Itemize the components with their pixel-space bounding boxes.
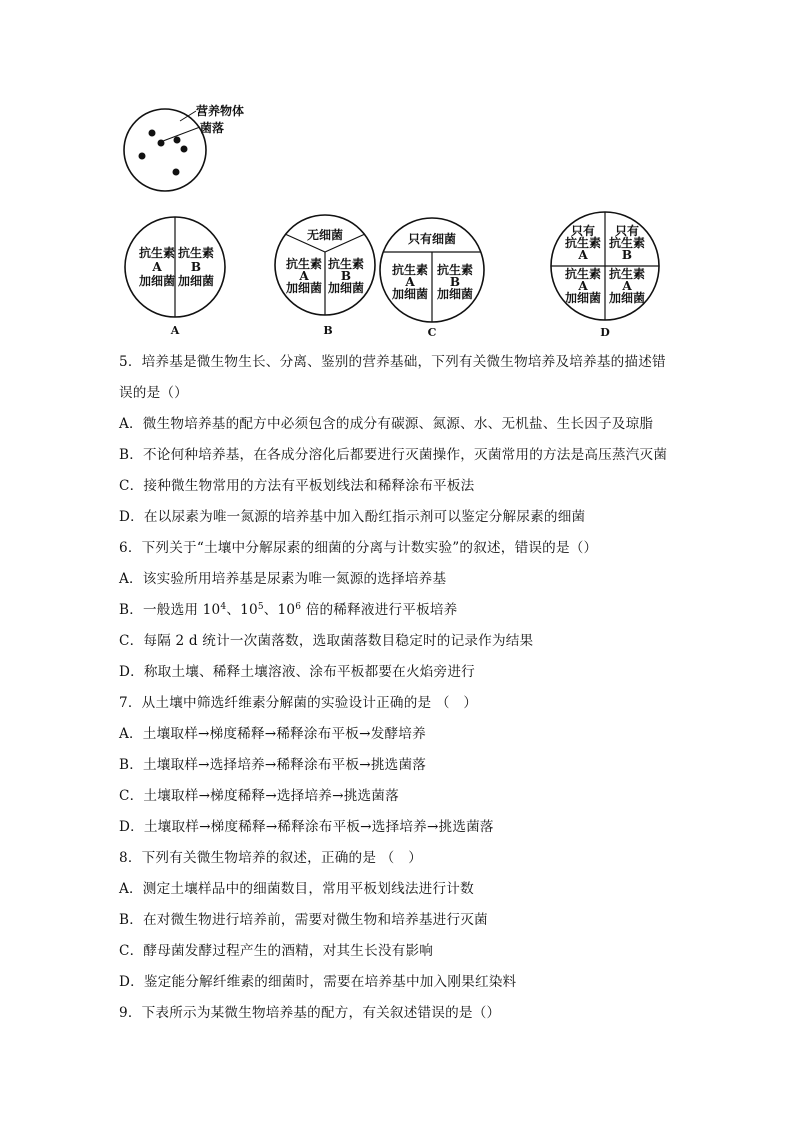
q7-stem: 7．从土壤中筛选纤维素分解菌的实验设计正确的是 （ ） (119, 695, 478, 711)
plate-c-left-line3: 加细菌 (391, 287, 429, 301)
plate-c-right-line1: 抗生素 (436, 263, 474, 277)
plate-d-tl-line1: 只有 (570, 224, 596, 238)
q6-b-separator-1: 、10 (226, 602, 258, 618)
legend-nutrient-label: 营养物体 (196, 104, 245, 118)
plate-a-left-line1: 抗生素 (138, 246, 176, 260)
q5-option-c: C．接种微生物常用的方法有平板划线法和稀释涂布平板法 (119, 478, 475, 494)
q8-option-b: B．在对微生物进行培养前，需要对微生物和培养基进行灭菌 (119, 912, 488, 928)
q9-stem: 9．下表所示为某微生物培养基的配方，有关叙述错误的是（） (119, 1005, 501, 1021)
q8-option-c: C．酵母菌发酵过程产生的酒精，对其生长没有影响 (119, 943, 434, 959)
q6-option-b (119, 601, 457, 619)
plate-d-tl-line3: A (578, 248, 588, 262)
q6-b-exponent-3: 6 (295, 602, 302, 612)
q8-option-d: D．鉴定能分解纤维素的细菌时，需要在培养基中加入刚果红染料 (119, 974, 517, 990)
q7-option-a: A．土壤取样→梯度稀释→稀释涂布平板→发酵培养 (119, 726, 426, 742)
plate-b (275, 215, 375, 337)
q6-option-a: A．该实验所用培养基是尿素为唯一氮源的选择培养基 (119, 571, 447, 587)
plate-d-bl-line3: 加细菌 (564, 291, 602, 305)
plate-c-right-line2: B (449, 275, 461, 289)
q6-b-exponent-2: 5 (257, 602, 264, 612)
q6-b-suffix: 倍的稀释液进行平板培养 (301, 602, 458, 618)
plate-a-right-line1: 抗生素 (177, 246, 215, 260)
q5-option-d: D．在以尿素为唯一氮源的培养基中加入酚红指示剂可以鉴定分解尿素的细菌 (119, 509, 586, 525)
q7-option-b: B．土壤取样→选择培养→稀释涂布平板→挑选菌落 (119, 757, 427, 773)
q6-b-separator-2: 、10 (263, 602, 296, 618)
plate-c-left-line2: A (405, 275, 415, 289)
legend-colony-label: 菌落 (200, 121, 225, 135)
q5-option-a: A．微生物培养基的配方中必须包含的成分有碳源、氮源、水、无机盐、生长因子及琼脂 (119, 416, 654, 432)
plate-c-left-line1: 抗生素 (391, 263, 429, 277)
plate-d (551, 212, 659, 339)
q6-b-exponent-1: 4 (220, 602, 227, 612)
colony-dot (174, 137, 181, 144)
q6-stem: 6．下列关于“土壤中分解尿素的细菌的分离与计数实验”的叙述，错误的是（） (119, 540, 598, 556)
plate-a-left-line2: A (152, 260, 162, 274)
plate-c (380, 218, 484, 339)
plate-d-br-line3: 加细菌 (608, 291, 646, 305)
plate-b-left-line2: A (299, 269, 309, 283)
q8-stem: 8．下列有关微生物培养的叙述，正确的是 （ ） (119, 850, 423, 866)
plate-d-tr-line1: 只有 (614, 224, 640, 238)
plate-c-caption: C (427, 326, 437, 339)
plate-d-bl-line1: 抗生素 (564, 267, 602, 281)
colony-dot (149, 130, 156, 137)
colony-dot (181, 146, 188, 153)
q6-b-prefix: B．一般选用 10 (119, 602, 221, 618)
legend-dish (124, 103, 244, 191)
plate-d-bl-line2: A (578, 279, 588, 293)
plate-d-br-line1: 抗生素 (608, 267, 646, 281)
q7-option-c: C．土壤取样→梯度稀释→选择培养→挑选菌落 (119, 788, 399, 804)
plate-c-right-line3: 加细菌 (436, 287, 474, 301)
plate-c-top-label: 只有细菌 (407, 232, 457, 246)
plate-d-tr-line3: B (621, 248, 633, 262)
q7-option-d: D．土壤取样→梯度稀释→稀释涂布平板→选择培养→挑选菌落 (119, 819, 494, 835)
q6-option-c: C．每隔 2 d 统计一次菌落数，选取菌落数目稳定时的记录作为结果 (119, 633, 534, 649)
plate-b-right-line3: 加细菌 (327, 281, 365, 295)
colony-pointer (163, 127, 200, 141)
colony-dot (139, 153, 146, 160)
q5-stem-line2: 误的是（） (119, 385, 188, 401)
petri-dish-figure (0, 0, 794, 345)
plate-a-caption: A (170, 324, 180, 337)
plate-d-tl-line2: 抗生素 (564, 236, 602, 250)
plate-b-caption: B (323, 324, 333, 337)
plate-a-left-line3: 加细菌 (138, 274, 176, 288)
legend-dish-outline (124, 109, 206, 191)
plate-a (125, 217, 225, 337)
plate-d-caption: D (600, 326, 610, 339)
plate-d-tr-line2: 抗生素 (608, 236, 646, 250)
plate-b-top-label: 无细菌 (306, 228, 344, 242)
colony-dot (173, 169, 180, 176)
plate-b-right-line2: B (340, 269, 352, 283)
plate-d-br-line2: A (622, 279, 632, 293)
q6-option-d: D．称取土壤、稀释土壤溶液、涂布平板都要在火焰旁进行 (119, 664, 475, 680)
plate-b-right-line1: 抗生素 (327, 257, 365, 271)
plate-b-left-line1: 抗生素 (285, 257, 323, 271)
plate-b-left-line3: 加细菌 (285, 281, 323, 295)
plate-a-right-line2: B (190, 260, 202, 274)
q8-option-a: A．测定土壤样品中的细菌数目，常用平板划线法进行计数 (119, 881, 474, 897)
q5-option-b: B．不论何种培养基，在各成分溶化后都要进行灭菌操作，灭菌常用的方法是高压蒸汽灭菌 (119, 447, 668, 463)
q5-stem-line1: 5．培养基是微生物生长、分离、鉴别的营养基础，下列有关微生物培养及培养基的描述错 (119, 354, 666, 370)
plate-a-right-line3: 加细菌 (177, 274, 215, 288)
